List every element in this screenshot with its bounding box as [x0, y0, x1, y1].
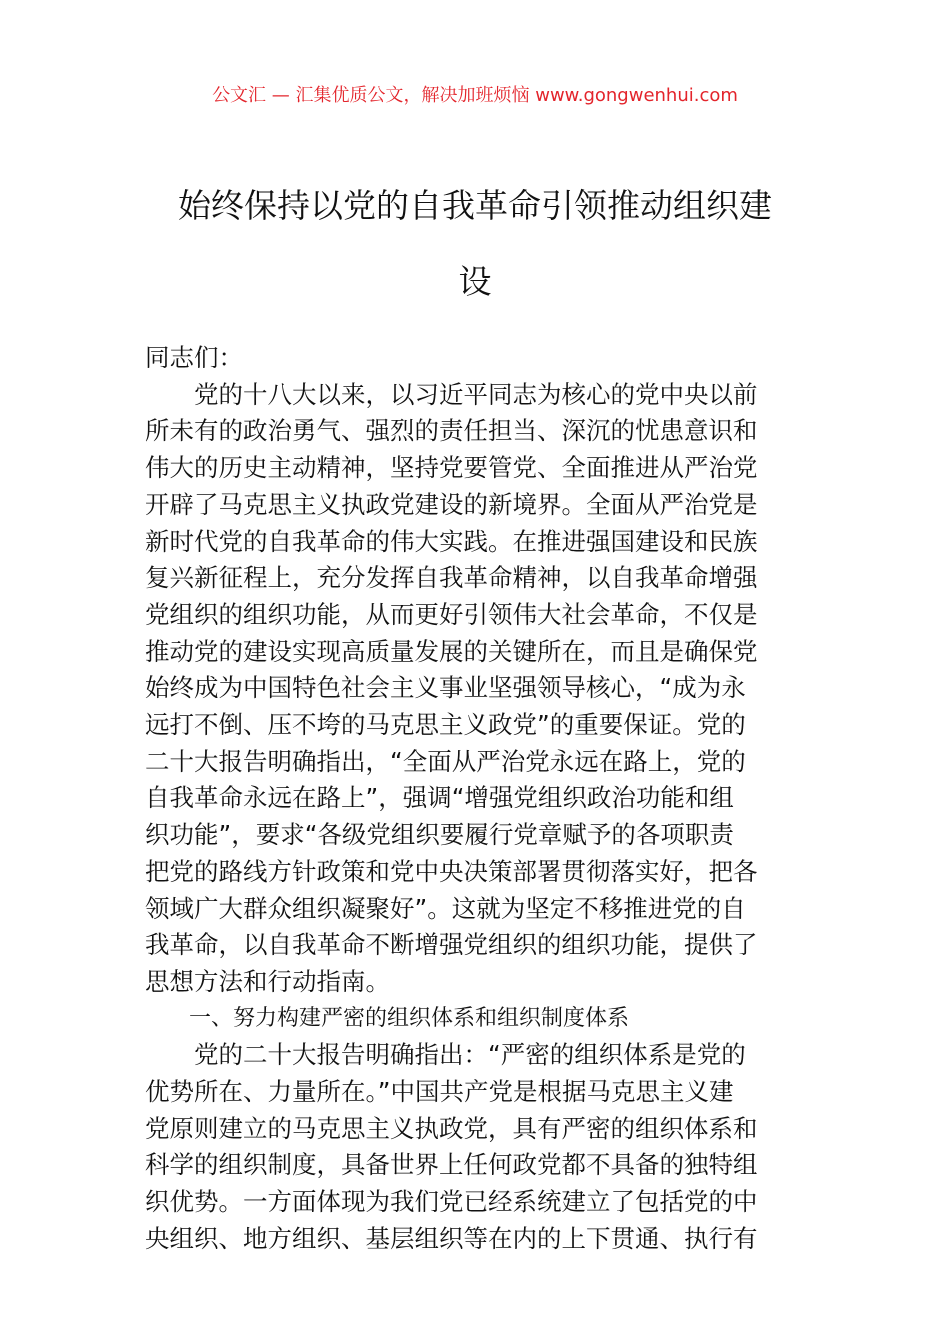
document-body: [145, 340, 810, 1258]
salutation: 同志们：: [145, 343, 243, 372]
header-banner: 公文汇 — 汇集优质公文，解决加班烦恼 www.gongwenhui.com: [212, 85, 738, 106]
title-line-1: 始终保持以党的自我革命引领推动组织建: [178, 186, 772, 225]
paragraph-line: 科学的组织制度，具备世界上任何政党都不具备的独特组: [145, 1150, 758, 1180]
paragraph-line: 所未有的政治勇气、强烈的责任担当、深沉的忧患意识和: [145, 416, 758, 446]
paragraph-line: 党原则建立的马克思主义执政党，具有严密的组织体系和: [145, 1113, 758, 1143]
paragraph-line: 党的二十大报告明确指出：“严密的组织体系是党的: [194, 1040, 746, 1070]
paragraph-line: 把党的路线方针政策和党中央决策部署贯彻落实好，把各: [145, 856, 758, 886]
paragraph-line: 复兴新征程上，充分发挥自我革命精神，以自我革命增强: [145, 563, 758, 593]
paragraph-line: 优势所在、力量所在。”中国共产党是根据马克思主义建: [145, 1077, 734, 1107]
document-title: [140, 168, 810, 320]
section-heading-1: 一、努力构建严密的组织体系和组织制度体系: [189, 1005, 630, 1031]
paragraph-line: 我革命，以自我革命不断增强党组织的组织功能，提供了: [145, 930, 758, 960]
paragraph-1: [145, 377, 810, 1001]
paragraph-2: [145, 1037, 810, 1257]
title-line-2: 设: [458, 262, 492, 301]
paragraph-line: 领域广大群众组织凝聚好”。这就为坚定不移推进党的自: [145, 893, 746, 923]
paragraph-line: 织优势。一方面体现为我们党已经系统建立了包括党的中: [145, 1187, 758, 1217]
paragraph-line: 远打不倒、压不垮的马克思主义政党”的重要保证。党的: [145, 710, 746, 740]
paragraph-line: 党组织的组织功能，从而更好引领伟大社会革命，不仅是: [145, 599, 758, 629]
paragraph-line: 自我革命永远在路上”，强调“增强党组织政治功能和组: [145, 783, 734, 813]
paragraph-line: 开辟了马克思主义执政党建设的新境界。全面从严治党是: [145, 489, 758, 519]
paragraph-line: 推动党的建设实现高质量发展的关键所在，而且是确保党: [145, 636, 758, 666]
paragraph-line: 思想方法和行动指南。: [145, 966, 390, 996]
paragraph-line: 织功能”，要求“各级党组织要履行党章赋予的各项职责: [145, 820, 734, 850]
paragraph-line: 新时代党的自我革命的伟大实践。在推进强国建设和民族: [145, 526, 758, 556]
paragraph-line: 党的十八大以来，以习近平同志为核心的党中央以前: [194, 379, 758, 409]
paragraph-line: 央组织、地方组织、基层组织等在内的上下贯通、执行有: [145, 1223, 758, 1253]
paragraph-line: 二十大报告明确指出，“全面从严治党永远在路上，党的: [145, 746, 746, 776]
paragraph-line: 始终成为中国特色社会主义事业坚强领导核心，“成为永: [145, 673, 746, 703]
paragraph-line: 伟大的历史主动精神，坚持党要管党、全面推进从严治党: [145, 453, 758, 483]
